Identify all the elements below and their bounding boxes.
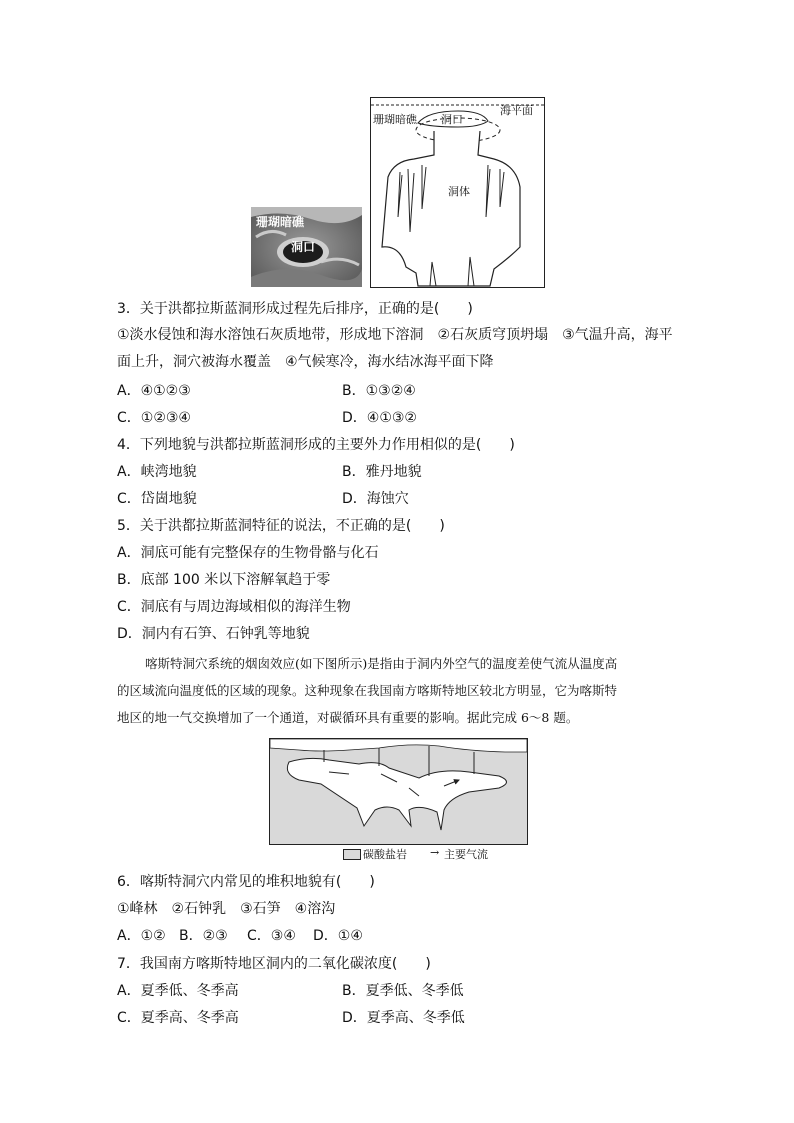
passage-line-1: 喀斯特洞穴系统的烟囱效应(如下图所示)是指由于洞内外空气的温度差使气流从温度高 [145,656,618,671]
q4-option-d[interactable]: D．海蚀穴 [342,491,409,507]
q5-option-d[interactable]: D．洞内有石笋、石钟乳等地貌 [117,626,310,642]
q3-stem: 3．关于洪都拉斯蓝洞形成过程先后排序，正确的是( ) [117,301,473,317]
legend-flow-label: 主要气流 [444,848,488,861]
photo-label-reef: 珊瑚暗礁 [256,215,305,229]
q3-option-a[interactable]: A．④①②③ [117,383,191,399]
diagram-label-sea-level: 海平面 [500,104,533,117]
passage-line-3: 地区的地一气交换增加了一个通道，对碳循环具有重要的影响。据此完成 6～8 题。 [117,710,579,725]
q6-stem: 6．喀斯特洞穴内常见的堆积地貌有( ) [117,874,375,890]
q6-option-b[interactable]: B．②③ [179,928,228,944]
q4-stem: 4．下列地貌与洪都拉斯蓝洞形成的主要外力作用相似的是( ) [117,437,515,453]
q5-option-c[interactable]: C．洞底有与周边海域相似的海洋生物 [117,599,351,615]
q7-option-c[interactable]: C．夏季高、冬季高 [117,1010,239,1026]
q7-option-b[interactable]: B．夏季低、冬季低 [342,983,464,999]
q3-items-line1: ①淡水侵蚀和海水溶蚀石灰质地带，形成地下溶洞 ②石灰质穹顶坍塌 ③气温升高，海平 [117,327,673,343]
q4-option-c[interactable]: C．岱崮地貌 [117,491,197,507]
diagram-label-mouth: 洞口 [441,113,463,126]
diagram-label-body: 洞体 [448,185,470,198]
legend-flow-arrow-icon: → [430,846,440,859]
legend-rock-swatch [343,849,361,860]
photo-label-mouth: 洞口 [291,240,316,254]
q6-option-a[interactable]: A．①② [117,928,166,944]
q7-stem: 7．我国南方喀斯特地区洞内的二氧化碳浓度( ) [117,956,431,972]
q3-option-d[interactable]: D．④①③② [342,410,417,426]
q3-items-line2: 面上升，洞穴被海水覆盖 ④气候寒冷，海水结冰海平面下降 [117,354,494,370]
q7-option-d[interactable]: D．夏季高、冬季低 [342,1010,465,1026]
q5-option-a[interactable]: A．洞底可能有完整保存的生物骨骼与化石 [117,545,379,561]
karst-cave-diagram [269,738,528,845]
q5-stem: 5．关于洪都拉斯蓝洞特征的说法，不正确的是( ) [117,518,445,534]
q6-items: ①峰林 ②石钟乳 ③石笋 ④溶沟 [117,901,336,917]
q5-option-b[interactable]: B．底部 100 米以下溶解氧趋于零 [117,572,331,588]
q6-option-d[interactable]: D．①④ [313,928,363,944]
q6-option-c[interactable]: C．③④ [247,928,296,944]
q4-option-a[interactable]: A．峡湾地貌 [117,464,197,480]
q7-option-a[interactable]: A．夏季低、冬季高 [117,983,239,999]
legend-rock-label: 碳酸盐岩 [363,848,407,861]
q3-option-c[interactable]: C．①②③④ [117,410,191,426]
q3-option-b[interactable]: B．①③②④ [342,383,416,399]
passage-line-2: 的区域流向温度低的区域的现象。这种现象在我国南方喀斯特地区较北方明显，它为喀斯特 [117,683,618,698]
diagram-label-reef: 珊瑚暗礁 [373,113,417,126]
q4-option-b[interactable]: B．雅丹地貌 [342,464,422,480]
